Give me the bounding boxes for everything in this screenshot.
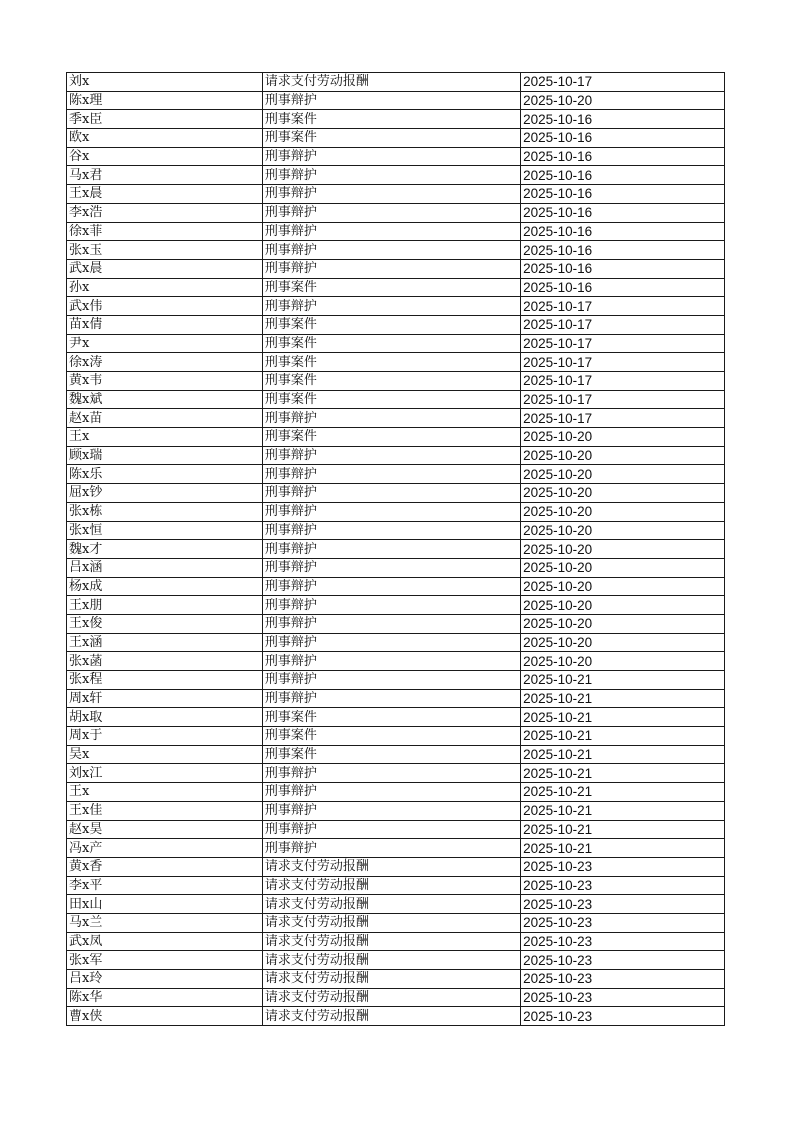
date-cell: 2025-10-21 (521, 708, 725, 727)
client-name-cell: 曹x侠 (67, 1007, 263, 1026)
date-cell: 2025-10-20 (521, 614, 725, 633)
date-cell: 2025-10-20 (521, 521, 725, 540)
table-row (67, 484, 725, 503)
table-row (67, 129, 725, 148)
table-row (67, 913, 725, 932)
case-type-cell: 刑事辩护 (262, 446, 520, 465)
table-row (67, 446, 725, 465)
date-cell: 2025-10-17 (521, 353, 725, 372)
table-row (67, 745, 725, 764)
date-cell: 2025-10-16 (521, 185, 725, 204)
client-name-cell: 李x浩 (67, 203, 263, 222)
date-cell: 2025-10-23 (521, 970, 725, 989)
table-row (67, 614, 725, 633)
table-row (67, 839, 725, 858)
client-name-cell: 王x涵 (67, 633, 263, 652)
table-row (67, 727, 725, 746)
table-row (67, 353, 725, 372)
case-type-cell: 刑事辩护 (262, 652, 520, 671)
client-name-cell: 武x伟 (67, 297, 263, 316)
client-name-cell: 王x佳 (67, 801, 263, 820)
table-row (67, 166, 725, 185)
table-row (67, 297, 725, 316)
client-name-cell: 刘x (67, 73, 263, 92)
client-name-cell: 季x臣 (67, 110, 263, 129)
table-row (67, 783, 725, 802)
client-name-cell: 吴x (67, 745, 263, 764)
date-cell: 2025-10-21 (521, 839, 725, 858)
date-cell: 2025-10-16 (521, 259, 725, 278)
date-cell: 2025-10-16 (521, 110, 725, 129)
date-cell: 2025-10-16 (521, 147, 725, 166)
date-cell: 2025-10-21 (521, 745, 725, 764)
table-row (67, 259, 725, 278)
table-row (67, 633, 725, 652)
case-type-cell: 刑事辩护 (262, 689, 520, 708)
client-name-cell: 张x栋 (67, 502, 263, 521)
case-type-cell: 刑事辩护 (262, 91, 520, 110)
date-cell: 2025-10-17 (521, 390, 725, 409)
case-type-cell: 刑事案件 (262, 708, 520, 727)
client-name-cell: 赵x昊 (67, 820, 263, 839)
case-type-cell: 刑事辩护 (262, 166, 520, 185)
date-cell: 2025-10-23 (521, 895, 725, 914)
table-row (67, 278, 725, 297)
date-cell: 2025-10-17 (521, 334, 725, 353)
client-name-cell: 胡x取 (67, 708, 263, 727)
date-cell: 2025-10-21 (521, 671, 725, 690)
case-type-cell: 刑事案件 (262, 129, 520, 148)
client-name-cell: 武x晨 (67, 259, 263, 278)
client-name-cell: 冯x产 (67, 839, 263, 858)
date-cell: 2025-10-20 (521, 577, 725, 596)
date-cell: 2025-10-23 (521, 857, 725, 876)
table-row (67, 951, 725, 970)
client-name-cell: 周x于 (67, 727, 263, 746)
case-type-cell: 刑事辩护 (262, 203, 520, 222)
date-cell: 2025-10-20 (521, 558, 725, 577)
client-name-cell: 黄x香 (67, 857, 263, 876)
case-type-cell: 请求支付劳动报酬 (262, 970, 520, 989)
client-name-cell: 屈x钞 (67, 484, 263, 503)
case-type-cell: 刑事辩护 (262, 783, 520, 802)
date-cell: 2025-10-21 (521, 727, 725, 746)
table-row (67, 428, 725, 447)
client-name-cell: 马x君 (67, 166, 263, 185)
table-row (67, 147, 725, 166)
table-row (67, 671, 725, 690)
date-cell: 2025-10-20 (521, 540, 725, 559)
date-cell: 2025-10-16 (521, 222, 725, 241)
client-name-cell: 武x凤 (67, 932, 263, 951)
client-name-cell: 张x菡 (67, 652, 263, 671)
table-row (67, 409, 725, 428)
client-name-cell: 王x朋 (67, 596, 263, 615)
date-cell: 2025-10-17 (521, 372, 725, 391)
case-type-cell: 刑事辩护 (262, 820, 520, 839)
date-cell: 2025-10-16 (521, 129, 725, 148)
case-type-cell: 刑事案件 (262, 110, 520, 129)
date-cell: 2025-10-23 (521, 951, 725, 970)
case-type-cell: 刑事辩护 (262, 614, 520, 633)
case-type-cell: 刑事案件 (262, 334, 520, 353)
case-type-cell: 刑事辩护 (262, 409, 520, 428)
case-type-cell: 刑事案件 (262, 353, 520, 372)
client-name-cell: 吕x涵 (67, 558, 263, 577)
date-cell: 2025-10-16 (521, 241, 725, 260)
table-row (67, 315, 725, 334)
client-name-cell: 欧x (67, 129, 263, 148)
date-cell: 2025-10-23 (521, 932, 725, 951)
case-type-cell: 刑事辩护 (262, 596, 520, 615)
date-cell: 2025-10-20 (521, 652, 725, 671)
date-cell: 2025-10-20 (521, 428, 725, 447)
table-row (67, 988, 725, 1007)
date-cell: 2025-10-21 (521, 820, 725, 839)
table-row (67, 521, 725, 540)
date-cell: 2025-10-23 (521, 876, 725, 895)
date-cell: 2025-10-20 (521, 633, 725, 652)
client-name-cell: 徐x涛 (67, 353, 263, 372)
case-type-cell: 请求支付劳动报酬 (262, 857, 520, 876)
date-cell: 2025-10-21 (521, 783, 725, 802)
case-type-cell: 刑事案件 (262, 745, 520, 764)
client-name-cell: 吕x玲 (67, 970, 263, 989)
table-row (67, 110, 725, 129)
client-name-cell: 马x兰 (67, 913, 263, 932)
case-type-cell: 刑事案件 (262, 278, 520, 297)
case-table-body (67, 73, 725, 1026)
case-type-cell: 刑事辩护 (262, 540, 520, 559)
date-cell: 2025-10-21 (521, 764, 725, 783)
case-type-cell: 请求支付劳动报酬 (262, 988, 520, 1007)
client-name-cell: 谷x (67, 147, 263, 166)
client-name-cell: 陈x理 (67, 91, 263, 110)
client-name-cell: 魏x才 (67, 540, 263, 559)
case-type-cell: 刑事辩护 (262, 241, 520, 260)
client-name-cell: 陈x华 (67, 988, 263, 1007)
client-name-cell: 杨x成 (67, 577, 263, 596)
case-type-cell: 刑事辩护 (262, 839, 520, 858)
client-name-cell: 黄x韦 (67, 372, 263, 391)
date-cell: 2025-10-17 (521, 73, 725, 92)
date-cell: 2025-10-21 (521, 801, 725, 820)
case-type-cell: 刑事辩护 (262, 671, 520, 690)
case-type-cell: 刑事案件 (262, 428, 520, 447)
date-cell: 2025-10-16 (521, 166, 725, 185)
date-cell: 2025-10-23 (521, 913, 725, 932)
client-name-cell: 张x军 (67, 951, 263, 970)
table-row (67, 222, 725, 241)
client-name-cell: 赵x苗 (67, 409, 263, 428)
table-row (67, 372, 725, 391)
date-cell: 2025-10-17 (521, 409, 725, 428)
case-type-cell: 刑事辩护 (262, 465, 520, 484)
client-name-cell: 苗x倩 (67, 315, 263, 334)
case-type-cell: 刑事辩护 (262, 297, 520, 316)
client-name-cell: 周x轩 (67, 689, 263, 708)
case-type-cell: 刑事案件 (262, 390, 520, 409)
table-row (67, 185, 725, 204)
case-type-cell: 刑事辩护 (262, 147, 520, 166)
client-name-cell: 田x山 (67, 895, 263, 914)
client-name-cell: 孙x (67, 278, 263, 297)
date-cell: 2025-10-23 (521, 988, 725, 1007)
client-name-cell: 李x平 (67, 876, 263, 895)
date-cell: 2025-10-20 (521, 502, 725, 521)
client-name-cell: 王x (67, 783, 263, 802)
date-cell: 2025-10-20 (521, 484, 725, 503)
table-row (67, 241, 725, 260)
table-row (67, 558, 725, 577)
case-type-cell: 请求支付劳动报酬 (262, 73, 520, 92)
client-name-cell: 顾x瑞 (67, 446, 263, 465)
case-type-cell: 刑事案件 (262, 372, 520, 391)
case-type-cell: 刑事辩护 (262, 222, 520, 241)
case-type-cell: 刑事辩护 (262, 558, 520, 577)
case-type-cell: 刑事辩护 (262, 577, 520, 596)
case-type-cell: 刑事辩护 (262, 259, 520, 278)
date-cell: 2025-10-20 (521, 465, 725, 484)
date-cell: 2025-10-21 (521, 689, 725, 708)
table-row (67, 577, 725, 596)
case-type-cell: 请求支付劳动报酬 (262, 876, 520, 895)
table-row (67, 876, 725, 895)
table-row (67, 203, 725, 222)
case-type-cell: 刑事辩护 (262, 633, 520, 652)
client-name-cell: 王x俊 (67, 614, 263, 633)
case-type-cell: 刑事辩护 (262, 484, 520, 503)
table-row (67, 932, 725, 951)
date-cell: 2025-10-16 (521, 203, 725, 222)
case-type-cell: 刑事辩护 (262, 521, 520, 540)
table-row (67, 1007, 725, 1026)
table-row (67, 820, 725, 839)
table-row (67, 652, 725, 671)
case-type-cell: 刑事案件 (262, 315, 520, 334)
case-type-cell: 请求支付劳动报酬 (262, 932, 520, 951)
client-name-cell: 魏x斌 (67, 390, 263, 409)
table-row (67, 73, 725, 92)
table-row (67, 465, 725, 484)
date-cell: 2025-10-20 (521, 91, 725, 110)
table-row (67, 970, 725, 989)
case-type-cell: 刑事辩护 (262, 801, 520, 820)
case-table (66, 72, 725, 1026)
case-type-cell: 刑事辩护 (262, 185, 520, 204)
client-name-cell: 张x程 (67, 671, 263, 690)
table-row (67, 895, 725, 914)
case-type-cell: 请求支付劳动报酬 (262, 895, 520, 914)
case-type-cell: 刑事辩护 (262, 502, 520, 521)
case-type-cell: 请求支付劳动报酬 (262, 913, 520, 932)
table-row (67, 596, 725, 615)
client-name-cell: 刘x江 (67, 764, 263, 783)
table-row (67, 334, 725, 353)
case-type-cell: 请求支付劳动报酬 (262, 951, 520, 970)
date-cell: 2025-10-17 (521, 315, 725, 334)
table-row (67, 540, 725, 559)
client-name-cell: 王x晨 (67, 185, 263, 204)
date-cell: 2025-10-16 (521, 278, 725, 297)
table-row (67, 689, 725, 708)
table-row (67, 857, 725, 876)
date-cell: 2025-10-23 (521, 1007, 725, 1026)
case-type-cell: 刑事辩护 (262, 764, 520, 783)
table-row (67, 502, 725, 521)
table-row (67, 764, 725, 783)
case-type-cell: 刑事案件 (262, 727, 520, 746)
date-cell: 2025-10-20 (521, 596, 725, 615)
case-type-cell: 请求支付劳动报酬 (262, 1007, 520, 1026)
table-row (67, 390, 725, 409)
client-name-cell: 尹x (67, 334, 263, 353)
client-name-cell: 王x (67, 428, 263, 447)
date-cell: 2025-10-17 (521, 297, 725, 316)
client-name-cell: 陈x乐 (67, 465, 263, 484)
client-name-cell: 徐x菲 (67, 222, 263, 241)
client-name-cell: 张x恒 (67, 521, 263, 540)
table-row (67, 708, 725, 727)
table-row (67, 801, 725, 820)
date-cell: 2025-10-20 (521, 446, 725, 465)
table-row (67, 91, 725, 110)
client-name-cell: 张x玉 (67, 241, 263, 260)
